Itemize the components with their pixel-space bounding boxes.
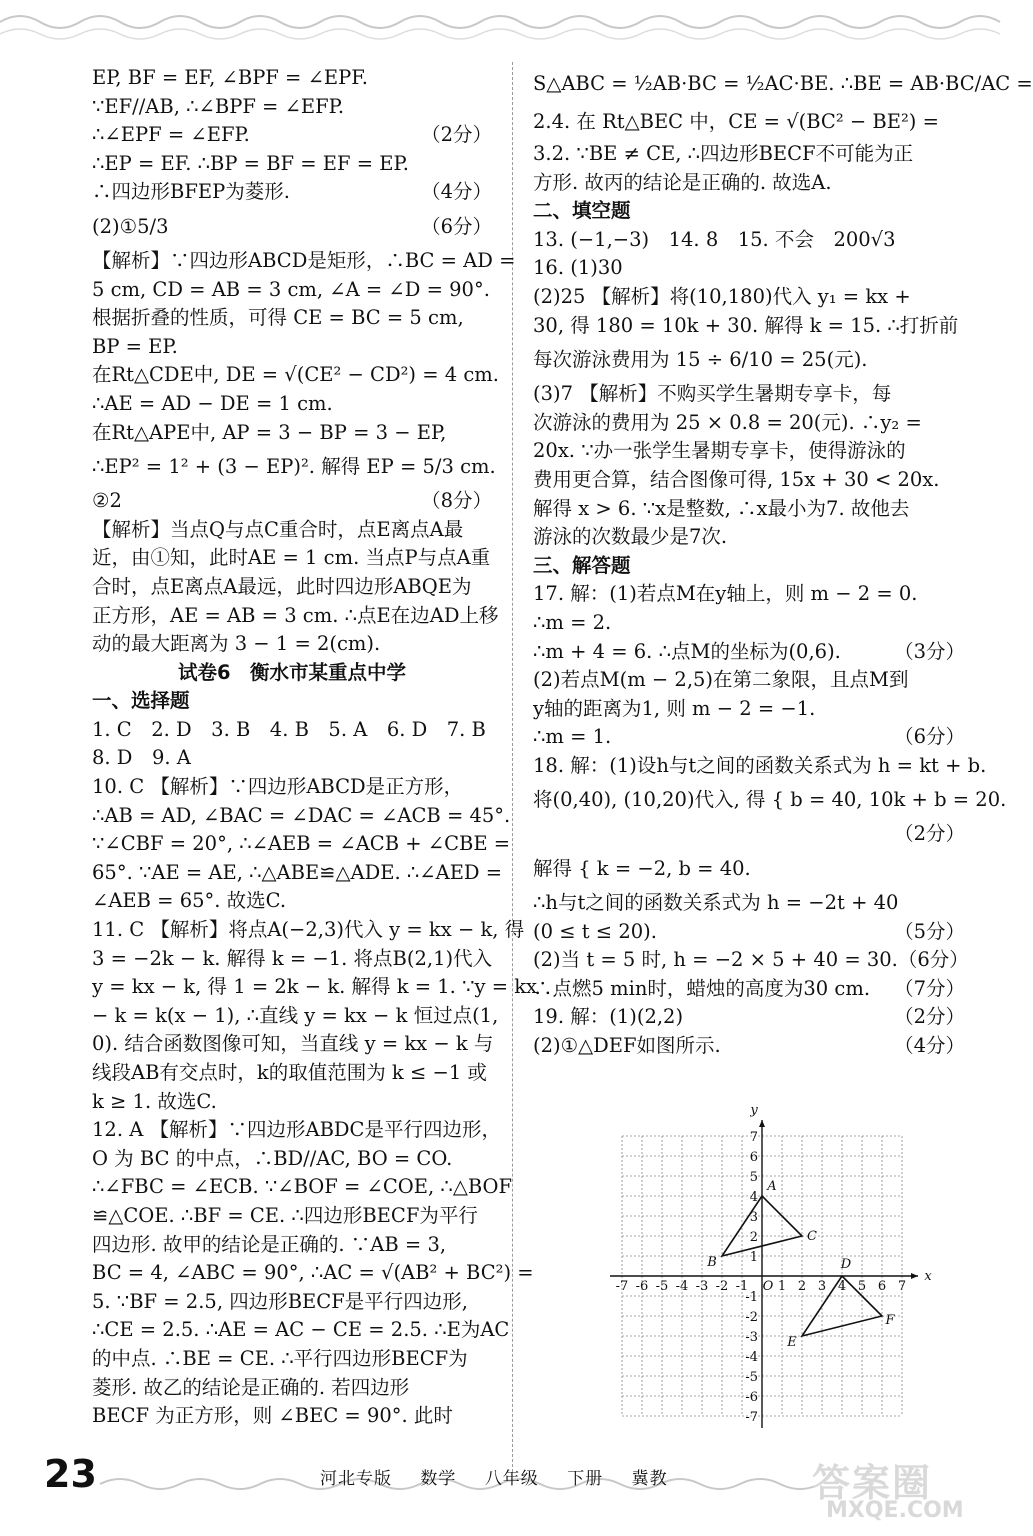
- text-line: [92, 1173, 513, 1202]
- line-text: 动的最大距离为 3 − 1 = 2(cm).: [92, 632, 381, 656]
- text-line: [533, 723, 965, 752]
- text-line: [92, 64, 492, 93]
- text-line: [92, 830, 511, 859]
- line-text: 19. 解：(1)(2,2): [533, 1005, 684, 1029]
- line-text: 12. A 【解析】∵四边形ABDC是平行四边形，: [92, 1118, 501, 1142]
- text-line: [92, 207, 492, 247]
- x-tick-label: 7: [897, 1279, 907, 1294]
- line-text: − k = k(x − 1), ∴直线 y = kx − k 恒过点(1,: [92, 1003, 499, 1027]
- text-line: [92, 916, 525, 945]
- text-line: [533, 849, 965, 889]
- score-mark: （4分）: [894, 1034, 965, 1058]
- line-text: 【解析】当点Q与点C重合时，点E离点A最: [92, 517, 464, 541]
- text-line: [92, 544, 492, 573]
- text-line: [92, 1002, 499, 1031]
- line-text: 次游泳的费用为 25 × 0.8 = 20(元). ∴y₂ =: [533, 410, 922, 434]
- text-line: [92, 1059, 492, 1088]
- page-number: 23: [44, 1452, 97, 1496]
- line-text: (2)①5/3: [92, 214, 169, 238]
- text-line: [92, 247, 516, 276]
- line-text: ∴m = 1.: [533, 725, 612, 749]
- score-mark: （7分）: [894, 976, 965, 1000]
- line-text: ∴m + 4 = 6. ∴点M的坐标为(0,6).: [533, 639, 841, 663]
- x-tick-label: -5: [655, 1279, 669, 1294]
- line-text: 65°. ∵AE = AE, ∴△ABE≌△ADE. ∴∠AED =: [92, 860, 503, 884]
- text-line: [92, 1116, 501, 1145]
- line-text: 每次游泳费用为 15 ÷ 6/10 = 25(元).: [533, 348, 868, 372]
- text-line: [533, 140, 965, 169]
- line-text: ∴EP² = 1² + (3 − EP)². 解得 EP = 5/3 cm.: [92, 455, 496, 479]
- text-line: [92, 716, 492, 745]
- y-tick-label: 5: [749, 1170, 758, 1185]
- x-tick-label: 2: [797, 1279, 807, 1294]
- section-title: [92, 687, 492, 716]
- x-tick-label: -3: [695, 1279, 709, 1294]
- watermark-title: 答案圈: [812, 1461, 933, 1505]
- score-mark: （2分）: [894, 822, 965, 846]
- line-text: 11. C 【解析】将点A(−2,3)代入 y = kx − k, 得: [92, 918, 525, 942]
- text-line: [533, 380, 965, 409]
- text-line: [92, 887, 492, 916]
- line-text: (2)若点M(m − 2,5)在第二象限，且点M到: [533, 668, 909, 692]
- line-text: 16. (1)30: [533, 256, 623, 280]
- text-line: [92, 121, 492, 150]
- text-line: [92, 276, 492, 305]
- line-text: 在Rt△APE中, AP = 3 − BP = 3 − EP,: [92, 420, 447, 444]
- text-line: [533, 889, 965, 918]
- line-text: 1. C 2. D 3. B 4. B 5. A 6. D 7. B: [92, 717, 486, 741]
- text-line: [533, 638, 965, 667]
- text-line: [92, 602, 499, 631]
- line-text: ∵∠CBF = 20°, ∴∠AEB = ∠ACB + ∠CBE =: [92, 832, 511, 856]
- text-line: [92, 573, 492, 602]
- line-text: ∴AE = AD − DE = 1 cm.: [92, 391, 333, 415]
- footer-volume: 下册: [567, 1469, 604, 1489]
- text-line: [92, 1145, 492, 1174]
- origin-label: O: [762, 1279, 774, 1294]
- score-mark: （6分）: [894, 725, 965, 749]
- x-tick-label: -2: [715, 1279, 729, 1294]
- text-line: [92, 1288, 492, 1317]
- y-tick-label: 3: [749, 1210, 758, 1225]
- line-text: 近，由①知，此时AE = 1 cm. 当点P与点A重: [92, 546, 491, 570]
- line-text: ∴∠FBC = ∠ECB. ∵∠BOF = ∠COE, ∴△BOF: [92, 1175, 513, 1199]
- score-mark: （4分）: [421, 180, 492, 204]
- line-text: 费用更合算，结合图像可得, 15x + 30 < 20x.: [533, 467, 940, 491]
- line-text: 5. ∵BF = 2.5, 四边形BECF是平行四边形,: [92, 1289, 468, 1313]
- text-line: [92, 390, 492, 419]
- line-text: 解得 x > 6. ∵x是整数, ∴x最小为7. 故他去: [533, 496, 910, 520]
- text-line: [92, 1402, 492, 1431]
- line-text: ②2: [92, 489, 122, 513]
- line-text: ∵EF//AB, ∴∠BPF = ∠EFP.: [92, 94, 345, 118]
- vertex-label: E: [787, 1335, 797, 1350]
- text-line: [533, 820, 965, 849]
- text-line: [92, 487, 492, 516]
- text-line: [92, 945, 492, 974]
- line-text: (3)7 【解析】不购买学生暑期专享卡，每: [533, 382, 892, 406]
- text-line: [92, 93, 492, 122]
- vertex-label: B: [707, 1255, 717, 1270]
- y-tick-label: -1: [745, 1290, 758, 1305]
- line-text: 解得 { k = −2, b = 40.: [533, 857, 751, 881]
- line-text: 一、选择题: [92, 689, 190, 713]
- line-text: y = kx − k, 得 1 = 2k − k. 解得 k = 1. ∵y = kx: [92, 975, 538, 999]
- y-tick-label: -4: [745, 1350, 758, 1365]
- vertex-label: D: [840, 1257, 852, 1272]
- text-line: [92, 773, 492, 802]
- x-tick-label: -4: [675, 1279, 689, 1294]
- text-line: [92, 304, 492, 333]
- line-text: 将(0,40), (10,20)代入, 得 { b = 40, 10k + b = 20.: [533, 788, 1007, 812]
- line-text: ≌△COE. ∴BF = CE. ∴四边形BECF为平行: [92, 1203, 478, 1227]
- score-mark: （5分）: [894, 919, 965, 943]
- footer-text: [320, 1464, 690, 1489]
- line-text: 线段AB有交点时，k的取值范围为 k ≤ −1 或: [92, 1061, 487, 1084]
- score-mark: （6分）: [897, 948, 969, 972]
- score-mark: （3分）: [894, 639, 965, 663]
- y-tick-label: 6: [749, 1150, 758, 1165]
- line-text: 二、填空题: [533, 199, 631, 223]
- line-text: ∴四边形BFEP为菱形.: [92, 180, 290, 204]
- vertex-label: C: [807, 1229, 817, 1244]
- text-line: [92, 1259, 534, 1288]
- line-text: 10. C 【解析】∵四边形ABCD是正方形，: [92, 775, 464, 799]
- x-tick-label: -6: [635, 1279, 649, 1294]
- line-text: y轴的距离为1, 则 m − 2 = −1.: [533, 696, 816, 720]
- text-line: [533, 946, 969, 975]
- text-line: [533, 64, 1033, 104]
- footer-subject: 数学: [420, 1469, 457, 1489]
- line-text: 5 cm, CD = AB = 3 cm, ∠A = ∠D = 90°.: [92, 277, 490, 301]
- line-text: 根据折叠的性质，可得 CE = BC = 5 cm,: [92, 306, 464, 330]
- x-tick-label: 3: [817, 1279, 827, 1294]
- y-tick-label: -7: [745, 1410, 758, 1425]
- text-line: [533, 437, 965, 466]
- line-text: k ≥ 1. 故选C.: [92, 1089, 217, 1113]
- y-tick-label: 4: [749, 1190, 758, 1205]
- text-line: [533, 466, 965, 495]
- line-text: (2)25 【解析】将(10,180)代入 y₁ = kx +: [533, 284, 911, 308]
- text-line: [533, 918, 965, 947]
- y-axis-arrow: [759, 1120, 765, 1127]
- text-line: [92, 973, 538, 1002]
- line-text: ∴h与t之间的函数关系式为 h = −2t + 40: [533, 891, 899, 915]
- text-line: [533, 495, 965, 524]
- text-line: [92, 447, 496, 487]
- text-line: [533, 609, 965, 638]
- line-text: EP, BF = EF, ∠BPF = ∠EPF.: [92, 66, 368, 89]
- text-line: [92, 1202, 492, 1231]
- text-line: [92, 802, 511, 831]
- text-line: [92, 1316, 510, 1345]
- text-line: [533, 340, 965, 380]
- line-text: 合时，点E离点A最远，此时四边形ABQE为: [92, 574, 472, 598]
- text-line: [92, 1030, 492, 1059]
- text-line: [533, 666, 965, 695]
- line-text: ∴∠EPF = ∠EFP.: [92, 123, 250, 147]
- text-line: [92, 333, 492, 362]
- text-line: [533, 695, 965, 724]
- line-text: 13. (−1,−3) 14. 8 15. 不会 200√3: [533, 227, 896, 251]
- section-title: [533, 197, 965, 226]
- text-line: [533, 523, 965, 552]
- paper-heading: [92, 659, 492, 688]
- y-tick-label: -3: [745, 1330, 758, 1345]
- y-tick-label: -5: [745, 1370, 758, 1385]
- line-text: ∴点燃5 min时，蜡烛的高度为30 cm.: [533, 976, 871, 1000]
- line-text: O 为 BC 的中点，∴BD//AC, BO = CO.: [92, 1146, 453, 1170]
- y-tick-label: 7: [749, 1130, 758, 1145]
- line-text: S△ABC = ½AB·BC = ½AC·BE. ∴BE = AB·BC/AC =: [533, 72, 1033, 95]
- line-text: ∴CE = 2.5. ∴AE = AC − CE = 2.5. ∴E为AC: [92, 1318, 510, 1342]
- line-text: 正方形，AE = AB = 3 cm. ∴点E在边AD上移: [92, 603, 499, 627]
- text-line: [533, 254, 965, 283]
- line-text: 3.2. ∵BE ≠ CE, ∴四边形BECF不可能为正: [533, 142, 914, 165]
- x-tick-label: 4: [837, 1279, 847, 1294]
- line-text: ∴EP = EF. ∴BP = BF = EF = EP.: [92, 151, 409, 175]
- vertex-label: A: [767, 1179, 777, 1194]
- y-tick-label: 1: [749, 1250, 758, 1265]
- line-text: 30, 得 180 = 10k + 30. 解得 k = 15. ∴打折前: [533, 313, 959, 337]
- y-tick-label: -6: [745, 1390, 758, 1405]
- line-text: 游泳的次数最少是7次.: [533, 525, 728, 549]
- text-line: [92, 630, 492, 659]
- line-text: 试卷6 衡水市某重点中学: [177, 660, 407, 684]
- text-line: [92, 150, 492, 179]
- line-text: 菱形. 故乙的结论是正确的. 若四边形: [92, 1375, 410, 1399]
- line-text: 2.4. 在 Rt△BEC 中，CE = √(BC² − BE²) =: [533, 110, 939, 133]
- section-title: [533, 552, 965, 581]
- x-tick-label: 5: [857, 1279, 867, 1294]
- text-line: [533, 283, 965, 312]
- text-line: [533, 1032, 965, 1061]
- watermark-logo: [812, 1452, 972, 1530]
- text-line: [533, 580, 965, 609]
- footer-grade: 八年级: [484, 1469, 539, 1489]
- x-tick-label: 1: [777, 1279, 787, 1294]
- top-wave-border: [0, 0, 998, 58]
- text-line: [533, 312, 965, 341]
- right-column: [533, 64, 1033, 1061]
- text-line: [533, 169, 965, 198]
- coordinate-figure: [612, 1103, 932, 1436]
- line-text: BP = EP.: [92, 334, 178, 358]
- line-text: 的中点. ∴BE = CE. ∴平行四边形BECF为: [92, 1346, 468, 1370]
- text-line: [92, 178, 492, 207]
- footer-edition: 河北专版: [320, 1469, 392, 1489]
- text-line: [533, 752, 987, 781]
- x-tick-label: 6: [877, 1279, 887, 1294]
- line-text: ∴m = 2.: [533, 610, 612, 634]
- line-text: (2)当 t = 5 时, h = −2 × 5 + 40 = 30.: [533, 948, 898, 972]
- line-text: 三、解答题: [533, 553, 631, 577]
- watermark-url: MXQE.COM: [826, 1498, 964, 1523]
- vertex-label: F: [885, 1313, 895, 1328]
- score-mark: （2分）: [421, 123, 492, 147]
- line-text: 18. 解：(1)设h与t之间的函数关系式为 h = kt + b.: [533, 753, 987, 777]
- line-text: 3 = −2k − k. 解得 k = −1. 将点B(2,1)代入: [92, 946, 493, 970]
- line-text: (0 ≤ t ≤ 20).: [533, 919, 657, 943]
- score-mark: （2分）: [894, 1005, 965, 1029]
- text-line: [92, 1374, 492, 1403]
- text-line: [92, 1345, 492, 1374]
- footer-publisher: 冀教: [631, 1469, 668, 1489]
- x-axis-arrow: [911, 1273, 918, 1279]
- line-text: 方形. 故丙的结论是正确的. 故选A.: [533, 170, 832, 194]
- line-text: 在Rt△CDE中, DE = √(CE² − CD²) = 4 cm.: [92, 363, 499, 387]
- line-text: 0). 结合函数图像可知，当直线 y = kx − k 与: [92, 1032, 494, 1056]
- score-mark: （8分）: [421, 489, 492, 513]
- line-text: BECF 为正方形，则 ∠BEC = 90°. 此时: [92, 1404, 453, 1428]
- text-line: [533, 780, 1007, 820]
- score-mark: （6分）: [421, 214, 492, 238]
- text-line: [533, 226, 965, 255]
- text-line: [533, 409, 965, 438]
- line-text: (2)①△DEF如图所示.: [533, 1034, 721, 1058]
- text-line: [92, 859, 503, 888]
- x-axis-label: x: [924, 1269, 932, 1284]
- line-text: 17. 解：(1)若点M在y轴上，则 m − 2 = 0.: [533, 582, 918, 606]
- text-line: [92, 361, 499, 390]
- line-text: 20x. ∵办一张学生暑期专享卡，使得游泳的: [533, 439, 906, 463]
- text-line: [92, 1231, 492, 1260]
- line-text: 【解析】∵四边形ABCD是矩形，∴BC = AD =: [92, 248, 516, 272]
- text-line: [92, 1088, 492, 1117]
- text-line: [92, 516, 492, 545]
- text-line: [533, 1003, 965, 1032]
- left-column: [92, 64, 538, 1431]
- text-line: [533, 975, 965, 1004]
- line-text: BC = 4, ∠ABC = 90°, ∴AC = √(AB² + BC²) =: [92, 1261, 534, 1285]
- line-text: 四边形. 故甲的结论是正确的. ∵AB = 3,: [92, 1232, 447, 1256]
- y-tick-label: -2: [745, 1310, 758, 1325]
- line-text: ∴AB = AD, ∠BAC = ∠DAC = ∠ACB = 45°.: [92, 803, 511, 827]
- x-tick-label: -7: [615, 1279, 629, 1294]
- text-line: [92, 419, 492, 448]
- line-text: ∠AEB = 65°. 故选C.: [92, 889, 287, 913]
- x-tick-label: -1: [735, 1279, 749, 1294]
- line-text: 8. D 9. A: [92, 746, 191, 770]
- y-axis-label: y: [750, 1103, 758, 1118]
- text-line: [533, 104, 965, 140]
- text-line: [92, 744, 492, 773]
- y-tick-label: 2: [749, 1230, 758, 1245]
